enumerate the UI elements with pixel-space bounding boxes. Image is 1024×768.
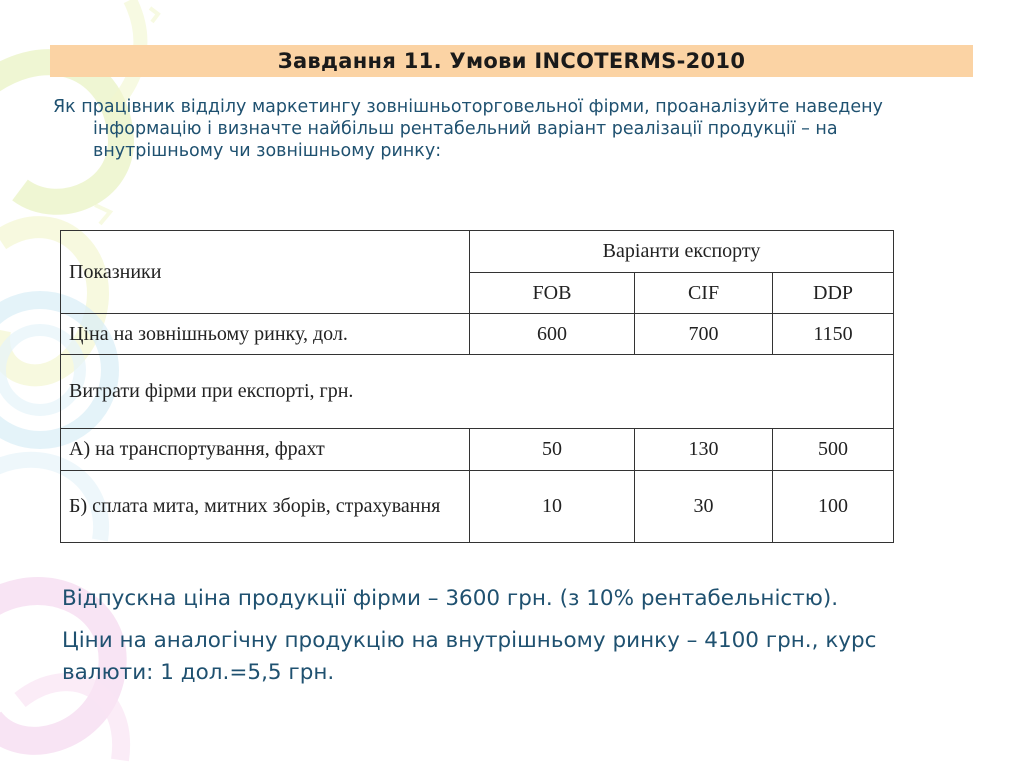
table-row-duties [61,471,894,543]
cell-value: 30 [635,471,773,543]
domestic-price-note: Ціни на аналогічну продукцію на внутрішньому ринку – 4100 грн., курс валюти: 1 дол.=5,5 грн. [62,628,877,685]
cell-value: 10 [470,471,635,543]
task-description: Як працівник відділу маркетингу зовнішньоторговельної фірми, проаналізуйте наведену інформацію і визначте найбільш рентабельний варіант реалізації продукції – на внутрішньому чи зовнішньому ринку: [53,97,883,161]
column-header-ddp: DDP [773,273,894,314]
table-row-transport [61,429,894,471]
row-label-text: Б) сплата мита, митних зборів, страхування [69,495,441,517]
column-header-fob: FOB [470,273,635,314]
row-label: А) на транспортування, фрахт [61,429,470,471]
table-row-section-export-costs [61,355,894,429]
table-row-foreign-price [61,314,894,355]
conditions-block [62,583,912,699]
cell-value: 600 [470,314,635,355]
row-label: Ціна на зовнішньому ринку, дол. [61,314,470,355]
section-label: Витрати фірми при експорті, грн. [61,355,894,429]
column-header-cif: CIF [635,273,773,314]
factory-price-note: Відпускна ціна продукції фірми – 3600 грн. (з 10% рентабельністю). [62,586,839,611]
row-label [61,471,470,543]
table-header-row [61,231,894,273]
cell-value: 130 [635,429,773,471]
cell-value: 500 [773,429,894,471]
slide-title: Завдання 11. Умови INCOTERMS-2010 [277,49,746,73]
cell-value: 100 [773,471,894,543]
export-variants-table [60,230,894,543]
cell-value: 700 [635,314,773,355]
header-indicators: Показники [61,231,470,314]
cell-value: 50 [470,429,635,471]
cell-value: 1150 [773,314,894,355]
header-export-variants: Варіанти експорту [470,231,894,273]
title-banner [50,45,973,77]
